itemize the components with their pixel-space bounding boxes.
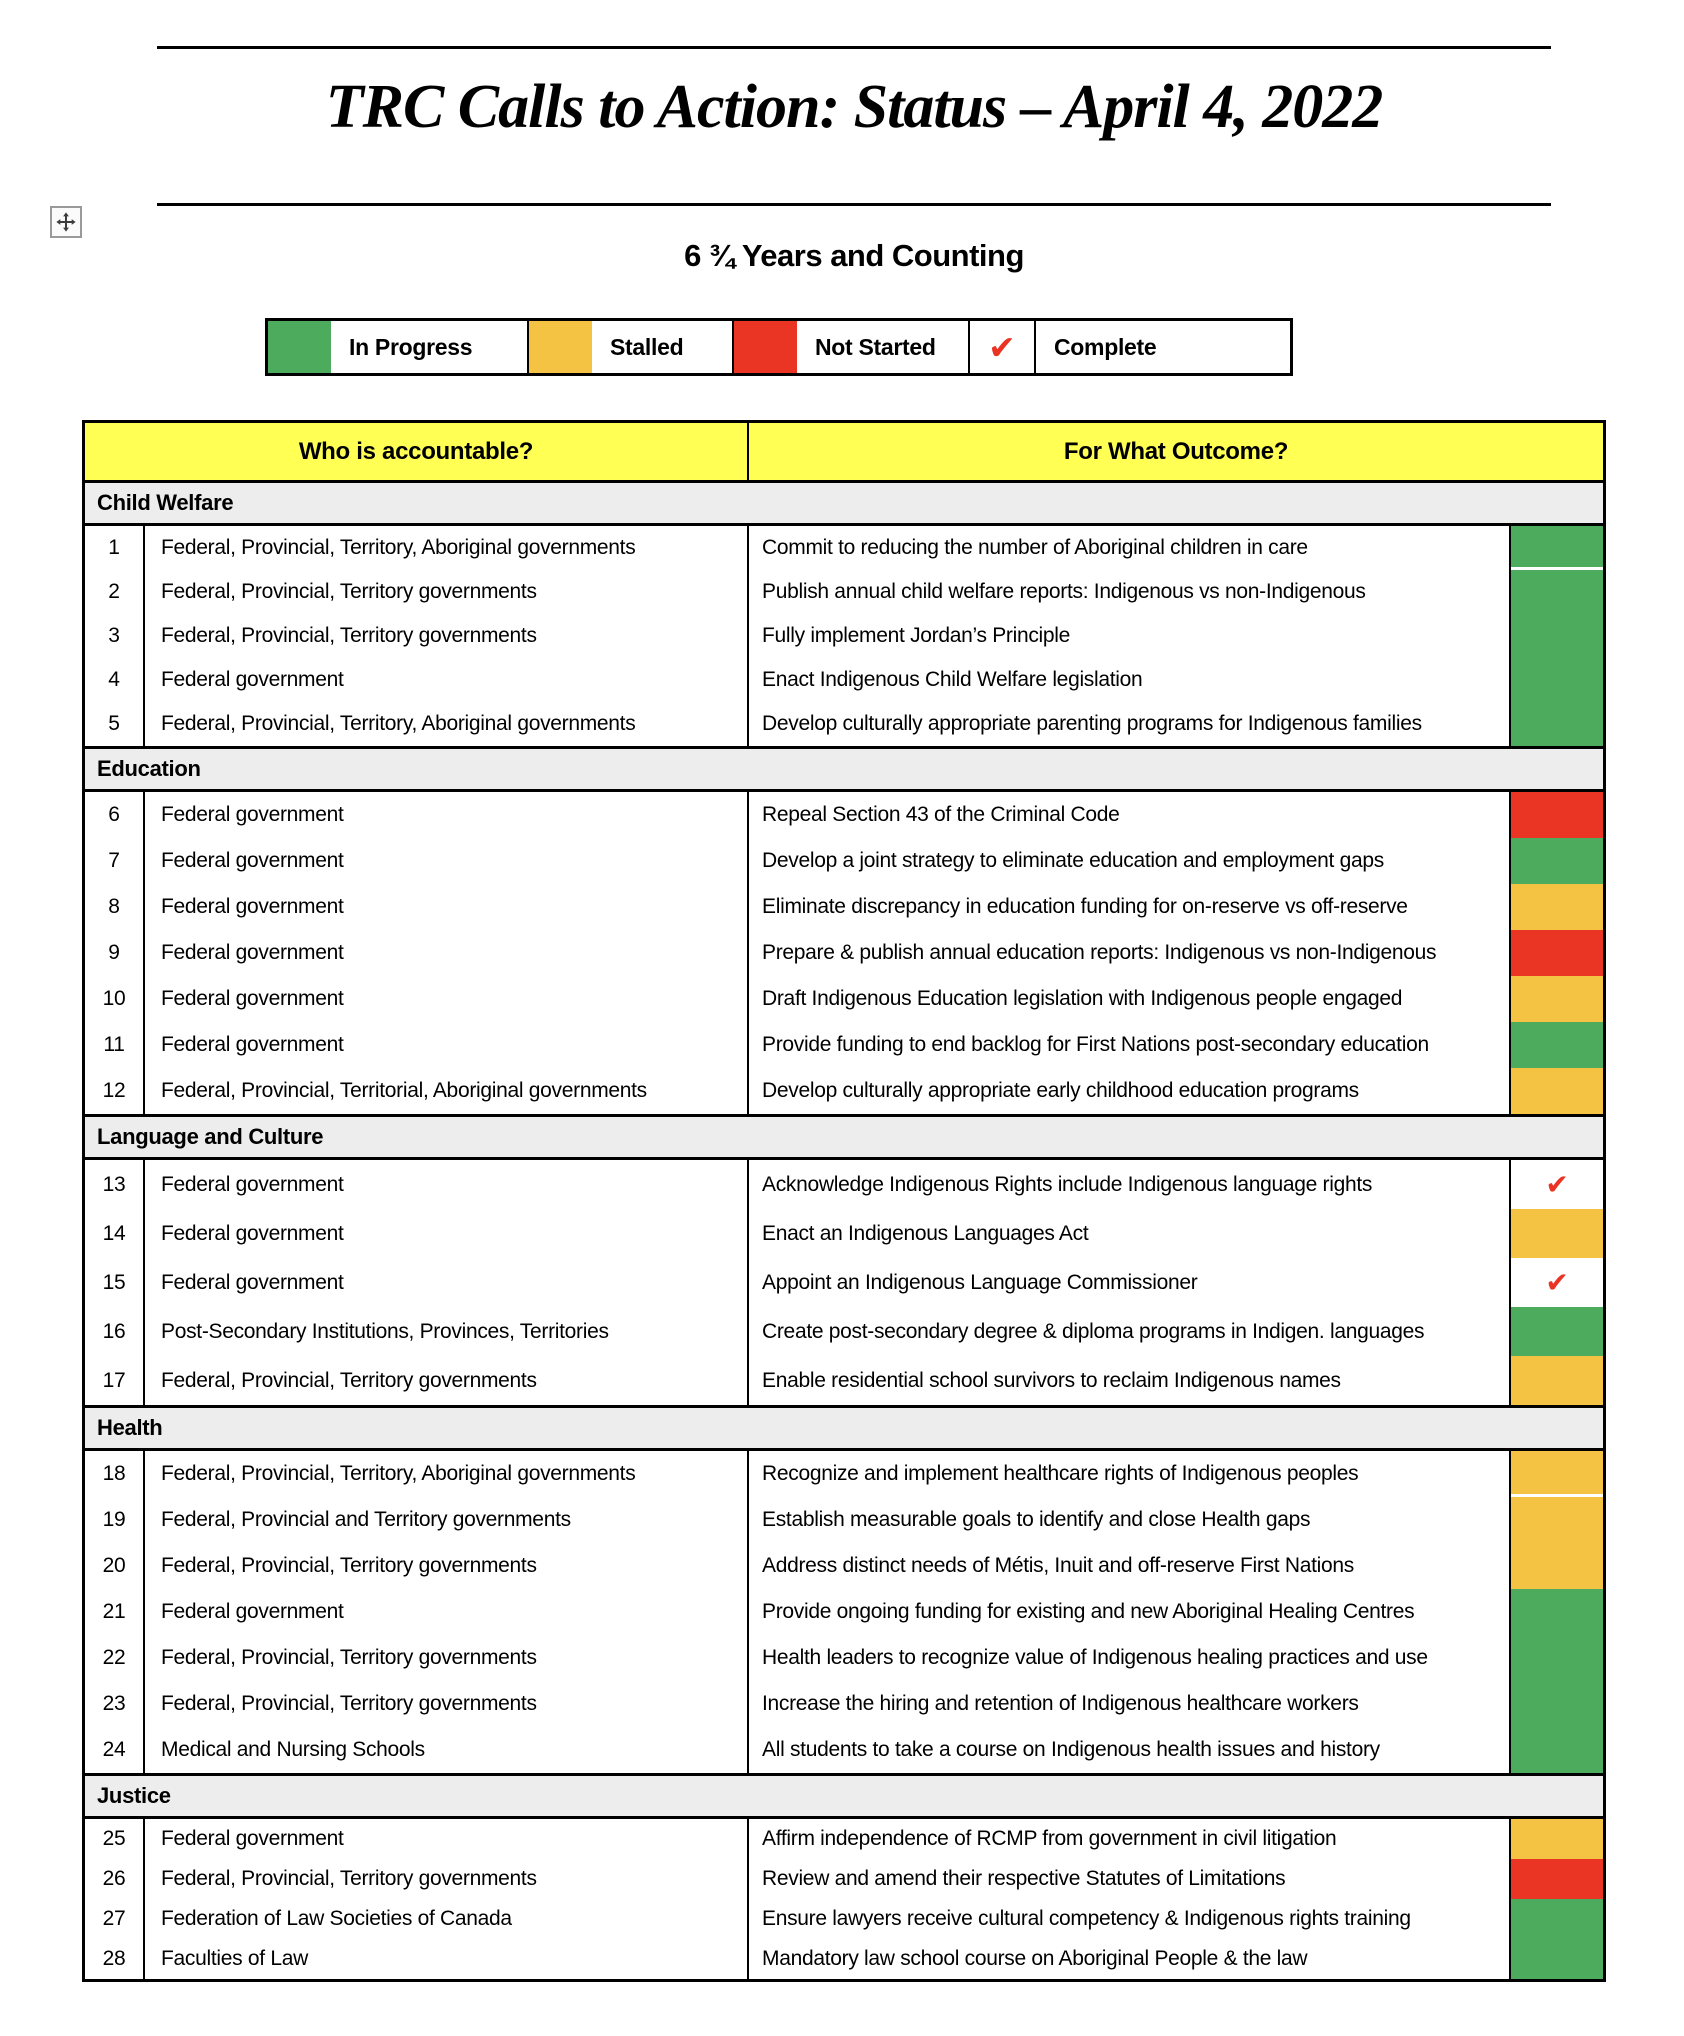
row-outcome: All students to take a course on Indigenous health issues and history [749,1727,1511,1773]
table-row [85,614,1603,658]
row-status-yellow [1511,1356,1603,1405]
table-row [85,1819,1603,1859]
row-number: 4 [85,658,145,702]
row-number: 12 [85,1068,145,1114]
table-header-row [85,423,1603,480]
row-number: 14 [85,1209,145,1258]
row-accountable: Federal government [145,658,749,702]
section-header: Child Welfare [85,480,1603,526]
row-accountable: Federal government [145,1022,749,1068]
table-row [85,838,1603,884]
row-status-green [1511,614,1603,658]
row-accountable: Federal government [145,838,749,884]
row-number: 2 [85,570,145,614]
row-accountable: Medical and Nursing Schools [145,1727,749,1773]
row-accountable: Federal, Provincial, Territory governments [145,614,749,658]
row-number: 26 [85,1859,145,1899]
section-header: Justice [85,1773,1603,1819]
table-row [85,884,1603,930]
row-accountable: Federal, Provincial, Territory governments [145,570,749,614]
row-status-green [1511,1939,1603,1979]
row-accountable: Federal government [145,1258,749,1307]
row-outcome: Fully implement Jordan’s Principle [749,614,1511,658]
row-status-green [1511,838,1603,884]
row-accountable: Federal government [145,930,749,976]
page-title: TRC Calls to Action: Status – April 4, 2022 [325,73,1383,141]
row-accountable: Federal government [145,1209,749,1258]
row-outcome: Prepare & publish annual education reports: Indigenous vs non-Indigenous [749,930,1511,976]
table-row [85,930,1603,976]
row-status-yellow [1511,1451,1603,1497]
row-outcome: Appoint an Indigenous Language Commissioner [749,1258,1511,1307]
row-number: 10 [85,976,145,1022]
row-outcome: Develop culturally appropriate early childhood education programs [749,1068,1511,1114]
row-status-green [1511,1681,1603,1727]
subtitle: 6 ¾ Years and Counting [684,238,1024,273]
row-accountable: Faculties of Law [145,1939,749,1979]
legend-swatch-yellow [529,321,592,373]
legend-label-complete: Complete [1054,333,1157,360]
row-status-yellow [1511,1068,1603,1114]
column-header-who: Who is accountable? [85,423,749,480]
row-status-green [1511,658,1603,702]
row-outcome: Draft Indigenous Education legislation with Indigenous people engaged [749,976,1511,1022]
row-outcome: Review and amend their respective Statutes of Limitations [749,1859,1511,1899]
section-header: Education [85,746,1603,792]
table-row [85,1589,1603,1635]
row-accountable: Federal, Provincial, Territory governments [145,1635,749,1681]
table-row [85,658,1603,702]
row-status-green [1511,1022,1603,1068]
row-status-green [1511,1727,1603,1773]
row-accountable: Federal, Provincial, Territory, Aboriginal governments [145,1451,749,1497]
row-accountable: Federal, Provincial, Territory, Aboriginal governments [145,526,749,570]
legend-label-yellow: Stalled [592,321,734,373]
row-outcome: Provide funding to end backlog for First Nations post-secondary education [749,1022,1511,1068]
row-accountable: Federal, Provincial and Territory governments [145,1497,749,1543]
row-status-green [1511,702,1603,746]
row-outcome: Provide ongoing funding for existing and new Aboriginal Healing Centres [749,1589,1511,1635]
row-status-red [1511,1859,1603,1899]
row-number: 16 [85,1307,145,1356]
row-outcome: Repeal Section 43 of the Criminal Code [749,792,1511,838]
row-accountable: Federal government [145,1819,749,1859]
calls-to-action-table [82,420,1606,1982]
row-status-complete [1511,1258,1603,1307]
table-row [85,1939,1603,1979]
row-number: 27 [85,1899,145,1939]
row-number: 19 [85,1497,145,1543]
row-outcome: Affirm independence of RCMP from government in civil litigation [749,1819,1511,1859]
table-row [85,1681,1603,1727]
row-status-green [1511,1589,1603,1635]
row-outcome: Eliminate discrepancy in education funding for on-reserve vs off-reserve [749,884,1511,930]
row-outcome: Commit to reducing the number of Aboriginal children in care [749,526,1511,570]
table-row [85,976,1603,1022]
row-accountable: Federal government [145,1160,749,1209]
row-outcome: Enact an Indigenous Languages Act [749,1209,1511,1258]
row-number: 28 [85,1939,145,1979]
row-accountable: Federal government [145,884,749,930]
table-row [85,1022,1603,1068]
section-header: Language and Culture [85,1114,1603,1160]
row-number: 9 [85,930,145,976]
table-row [85,1356,1603,1405]
row-accountable: Federal, Provincial, Territorial, Aboriginal governments [145,1068,749,1114]
row-accountable: Federal government [145,976,749,1022]
row-number: 5 [85,702,145,746]
row-outcome: Enable residential school survivors to reclaim Indigenous names [749,1356,1511,1405]
row-status-green [1511,526,1603,570]
row-status-yellow [1511,1497,1603,1543]
row-status-green [1511,1307,1603,1356]
move-icon [55,211,77,233]
table-row [85,1543,1603,1589]
row-status-yellow [1511,1209,1603,1258]
legend-swatch-green [268,321,331,373]
row-number: 18 [85,1451,145,1497]
row-number: 24 [85,1727,145,1773]
row-accountable: Federal, Provincial, Territory governments [145,1543,749,1589]
row-status-yellow [1511,884,1603,930]
row-outcome: Increase the hiring and retention of Indigenous healthcare workers [749,1681,1511,1727]
row-status-complete [1511,1160,1603,1209]
row-outcome: Recognize and implement healthcare rights of Indigenous peoples [749,1451,1511,1497]
complete-check-icon: ✔ [1545,1266,1569,1298]
row-accountable: Federation of Law Societies of Canada [145,1899,749,1939]
table-row [85,526,1603,570]
column-header-outcome: For What Outcome? [1063,437,1289,465]
row-number: 13 [85,1160,145,1209]
row-outcome: Health leaders to recognize value of Indigenous healing practices and use [749,1635,1511,1681]
section-header: Health [85,1405,1603,1451]
row-status-green [1511,1635,1603,1681]
table-row [85,1451,1603,1497]
row-outcome: Acknowledge Indigenous Rights include Indigenous language rights [749,1160,1511,1209]
row-outcome: Enact Indigenous Child Welfare legislation [749,658,1511,702]
row-number: 20 [85,1543,145,1589]
row-status-green [1511,570,1603,614]
row-number: 22 [85,1635,145,1681]
table-row [85,1160,1603,1209]
table-row [85,1258,1603,1307]
table-row [85,570,1603,614]
row-number: 6 [85,792,145,838]
row-outcome: Ensure lawyers receive cultural competency & Indigenous rights training [749,1899,1511,1939]
table-row [85,1859,1603,1899]
row-outcome: Publish annual child welfare reports: Indigenous vs non-Indigenous [749,570,1511,614]
row-outcome: Establish measurable goals to identify and close Health gaps [749,1497,1511,1543]
table-row [85,1209,1603,1258]
table-row [85,1899,1603,1939]
row-accountable: Federal, Provincial, Territory governments [145,1356,749,1405]
row-number: 8 [85,884,145,930]
table-row [85,1635,1603,1681]
row-status-green [1511,1899,1603,1939]
row-status-red [1511,930,1603,976]
complete-check-icon: ✔ [1545,1168,1569,1200]
legend-label-green: In Progress [331,321,529,373]
row-accountable: Federal, Provincial, Territory governments [145,1681,749,1727]
row-outcome: Address distinct needs of Métis, Inuit and off-reserve First Nations [749,1543,1511,1589]
row-status-yellow [1511,976,1603,1022]
row-accountable: Federal government [145,792,749,838]
row-status-yellow [1511,1819,1603,1859]
row-number: 11 [85,1022,145,1068]
table-row [85,1307,1603,1356]
row-number: 7 [85,838,145,884]
status-legend [265,318,1293,376]
row-accountable: Federal government [145,1589,749,1635]
table-move-handle[interactable] [50,206,82,238]
table-row [85,702,1603,746]
row-number: 21 [85,1589,145,1635]
row-outcome: Mandatory law school course on Aboriginal People & the law [749,1939,1511,1979]
legend-complete-check-icon: ✔ [970,321,1036,373]
table-row [85,1068,1603,1114]
row-status-yellow [1511,1543,1603,1589]
row-outcome: Create post-secondary degree & diploma programs in Indigen. languages [749,1307,1511,1356]
title-bottom-rule [157,203,1551,206]
row-status-red [1511,792,1603,838]
top-rule [157,46,1551,49]
row-number: 23 [85,1681,145,1727]
table-row [85,1497,1603,1543]
row-number: 1 [85,526,145,570]
table-row [85,792,1603,838]
legend-swatch-red [734,321,797,373]
row-accountable: Post-Secondary Institutions, Provinces, Territories [145,1307,749,1356]
row-accountable: Federal, Provincial, Territory governments [145,1859,749,1899]
row-number: 3 [85,614,145,658]
table-row [85,1727,1603,1773]
row-number: 17 [85,1356,145,1405]
row-outcome: Develop culturally appropriate parenting programs for Indigenous families [749,702,1511,746]
legend-label-red: Not Started [797,321,970,373]
row-outcome: Develop a joint strategy to eliminate education and employment gaps [749,838,1511,884]
row-accountable: Federal, Provincial, Territory, Aboriginal governments [145,702,749,746]
row-number: 15 [85,1258,145,1307]
row-number: 25 [85,1819,145,1859]
